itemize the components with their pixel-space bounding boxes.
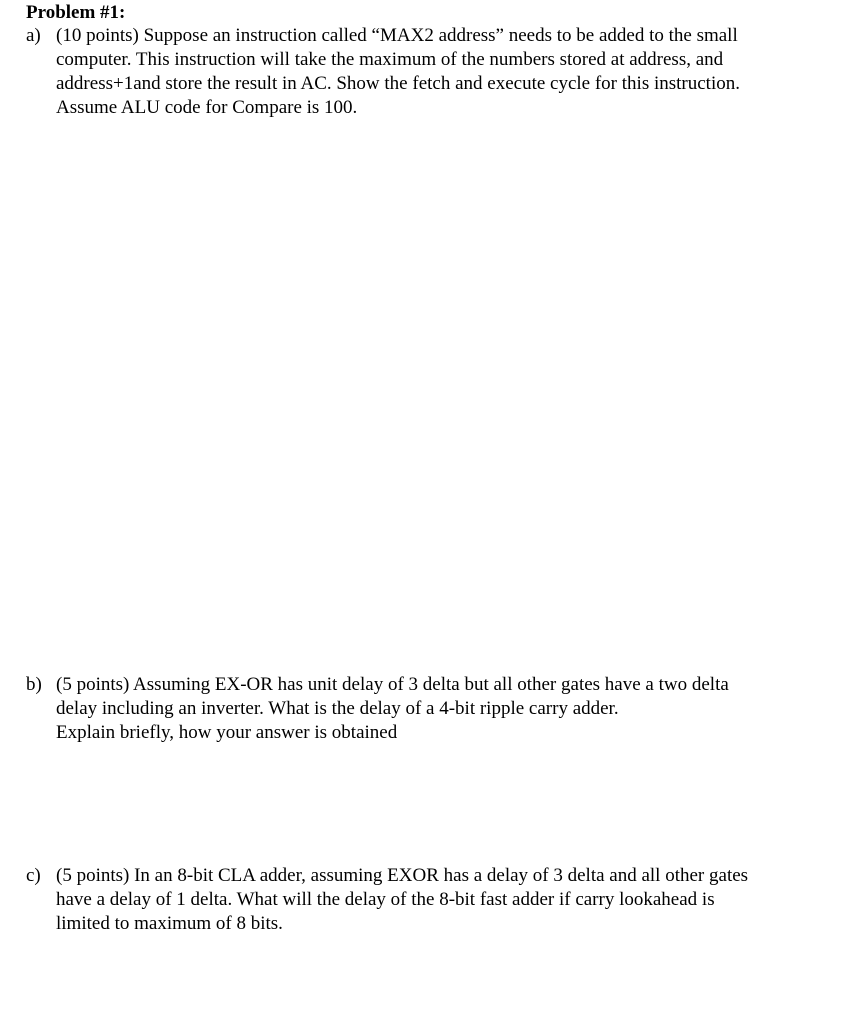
question-a-line-4: Assume ALU code for Compare is 100. xyxy=(56,97,358,118)
question-b-marker: b) xyxy=(26,674,42,695)
question-b-text xyxy=(56,673,833,745)
question-c-line-3: limited to maximum of 8 bits. xyxy=(56,913,283,934)
question-a-line-2: computer. This instruction will take the maximum of the numbers stored at address, and xyxy=(56,49,724,70)
question-a-line-1: (10 points) Suppose an instruction called “MAX2 address” needs to be added to the small xyxy=(56,25,738,46)
question-a-marker: a) xyxy=(26,25,41,46)
question-a-text xyxy=(56,24,833,120)
question-b xyxy=(26,673,833,745)
question-b-line-2: delay including an inverter. What is the delay of a 4-bit ripple carry adder. xyxy=(56,698,619,719)
question-c-line-1: (5 points) In an 8-bit CLA adder, assuming EXOR has a delay of 3 delta and all other gates xyxy=(56,865,749,886)
question-c-marker: c) xyxy=(26,865,41,886)
question-b-line-3: Explain briefly, how your answer is obtained xyxy=(56,722,398,743)
question-a xyxy=(26,24,833,120)
problem-title: Problem #1: xyxy=(26,2,126,23)
question-a-line-3: address+1and store the result in AC. Show the fetch and execute cycle for this instruction. xyxy=(56,73,740,94)
question-c-line-2: have a delay of 1 delta. What will the delay of the 8-bit fast adder if carry lookahead is xyxy=(56,889,715,910)
question-b-line-1: (5 points) Assuming EX-OR has unit delay of 3 delta but all other gates have a two delta xyxy=(56,674,729,695)
question-c-text xyxy=(56,864,833,936)
question-c xyxy=(26,864,833,936)
